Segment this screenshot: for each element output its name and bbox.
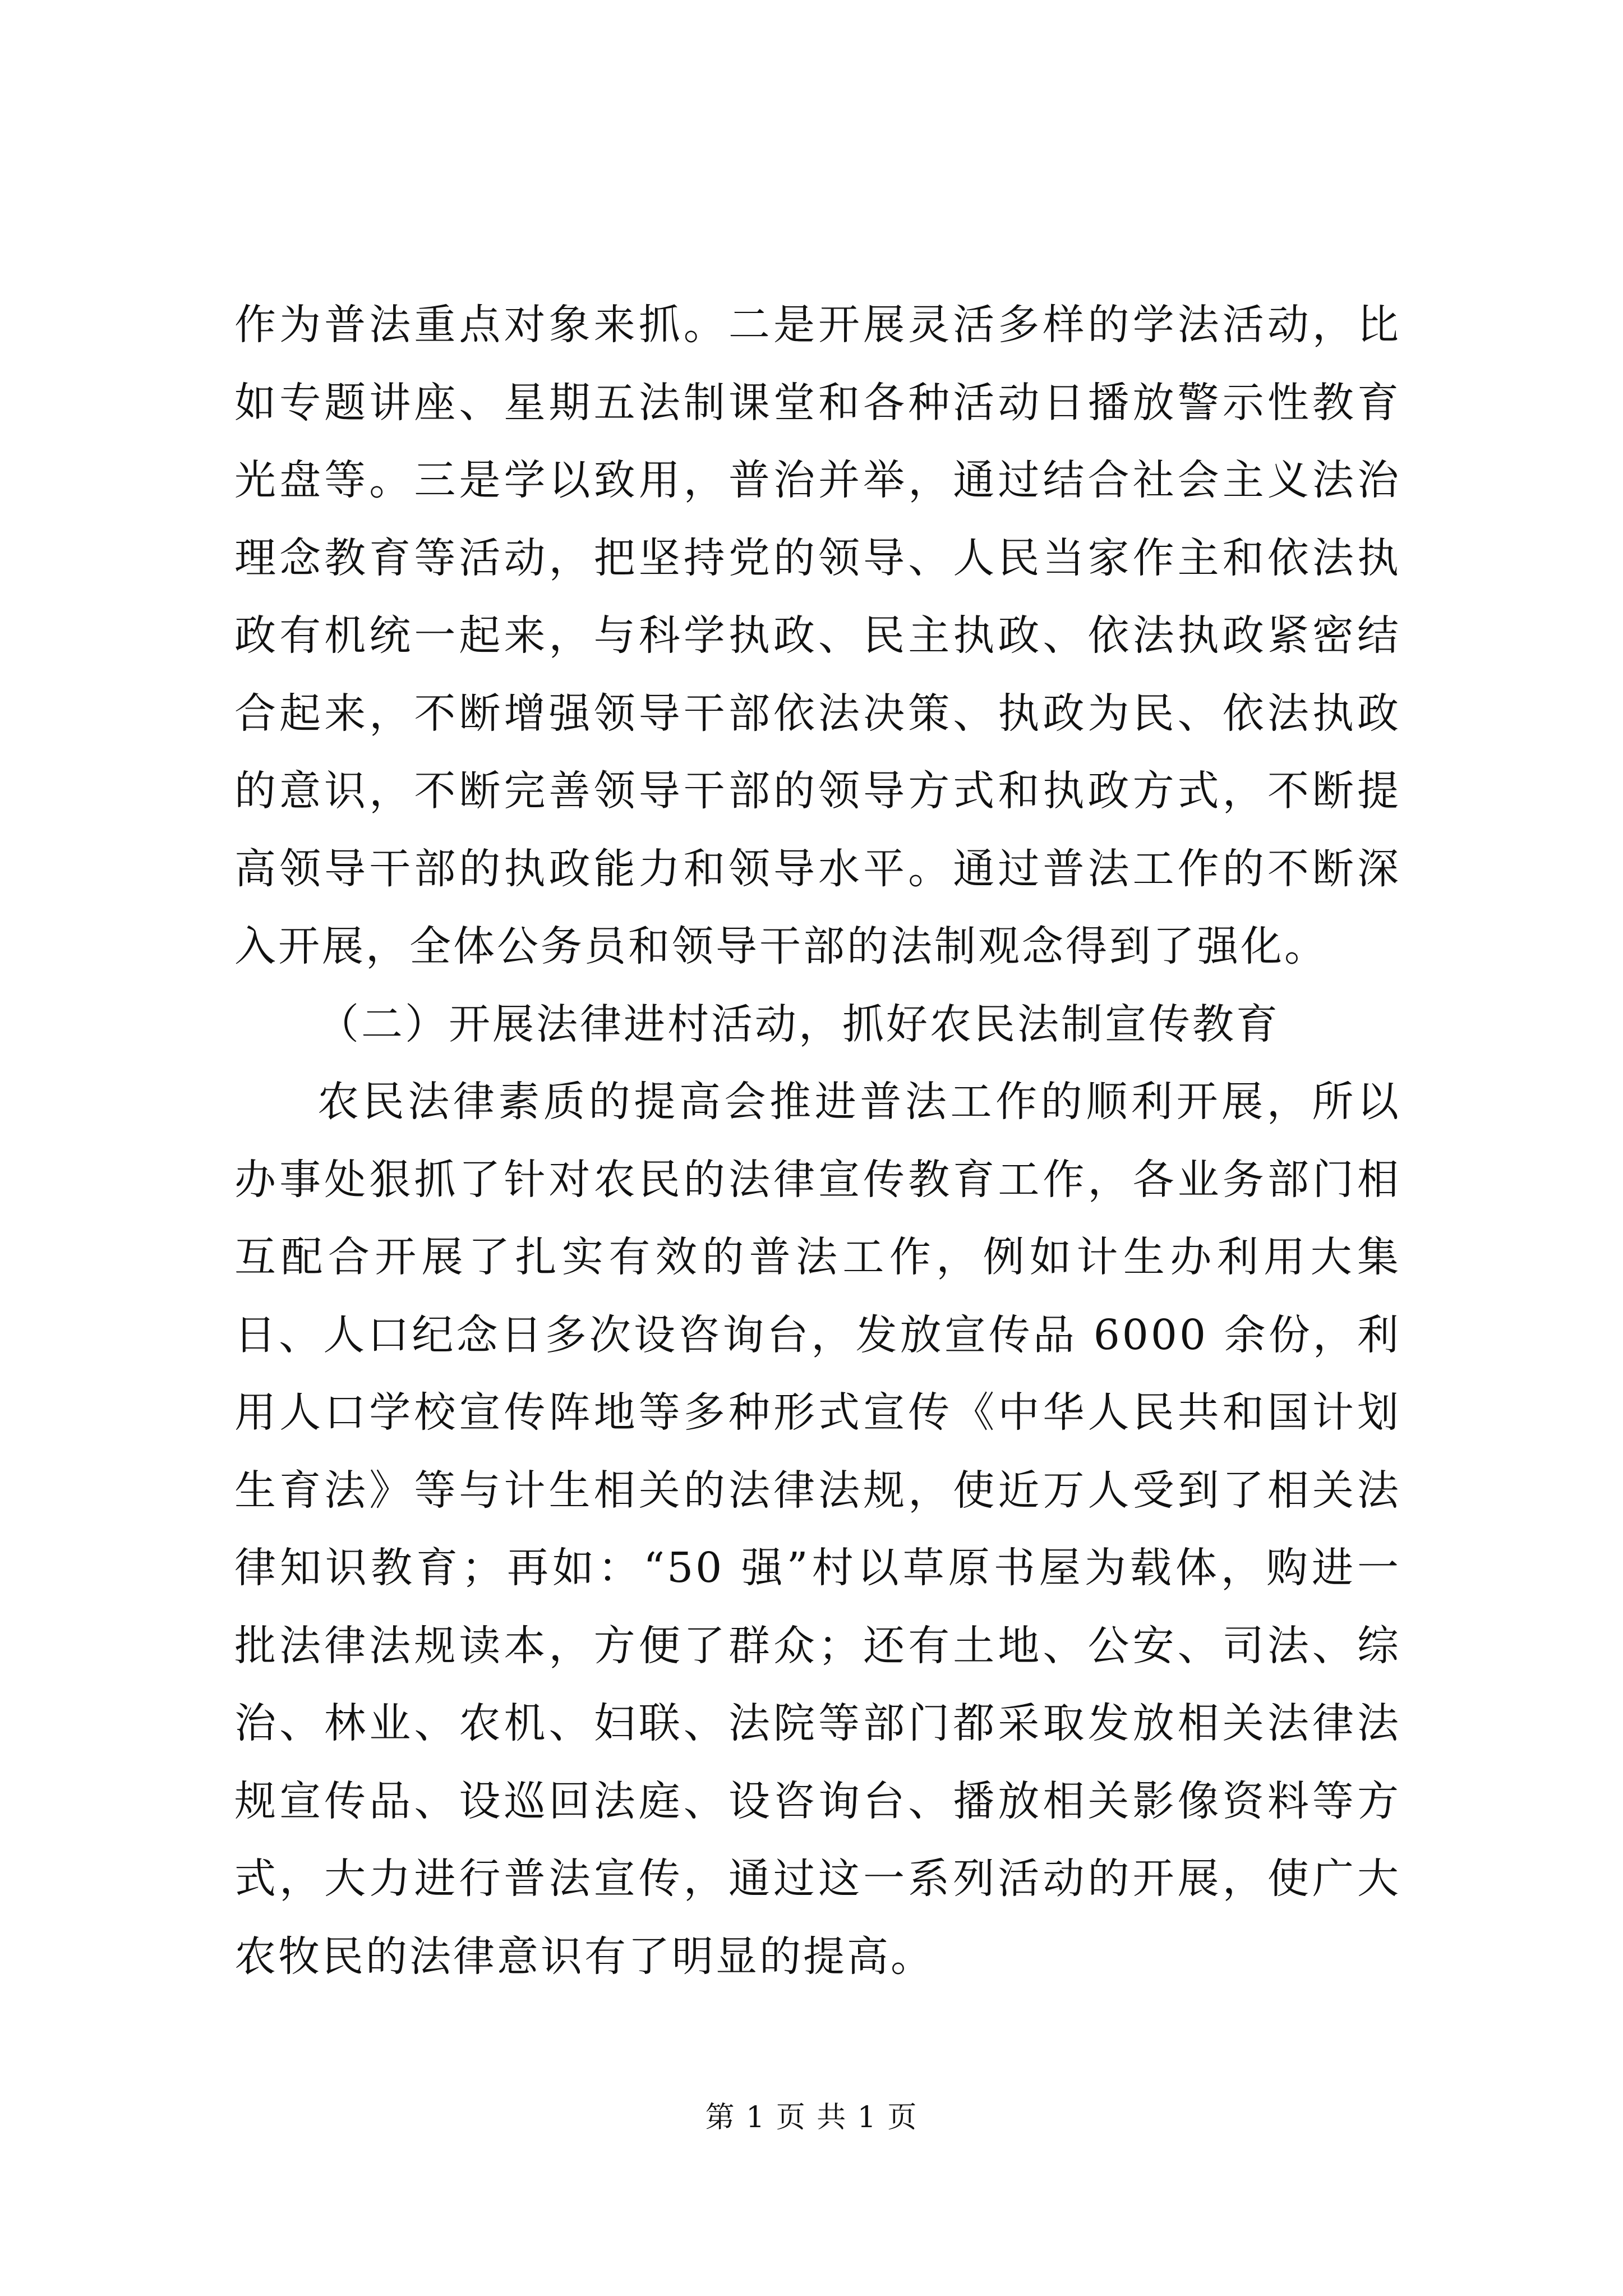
document-body xyxy=(234,286,1401,1995)
section-heading-2: （二）开展法律进村活动，抓好农民法制宣传教育 xyxy=(317,1000,1280,1048)
body-paragraph-2: 农民法律素质的提高会推进普法工作的顺利开展，所以办事处狠抓了针对农民的法律宣传教育工作，各业务部门相互配合开展了扎实有效的普法工作，例如计生办利用大集日、人口纪念日多次设咨询台，发放宣传品 6000 余份，利用人口学校宣传阵地等多种形式宣传《中华人民共和国计划生育法》等与计生相关的法律法规，使近万人受到了相关法律知识教育；再如：“50 强”村以草原书屋为载体，购进一批法律法规读本，方便了群众；还有土地、公安、司法、综治、林业、农机、妇联、法院等部门都采取发放相关法律法规宣传品、设巡回法庭、设咨询台、播放相关影像资料等方式，大力进行普法宣传，通过这一系列活动的开展，使广大农牧民的法律意识有了明显的提高。 xyxy=(234,1078,1401,1981)
body-paragraph-1: 作为普法重点对象来抓。二是开展灵活多样的学法活动，比如专题讲座、星期五法制课堂和各种活动日播放警示性教育光盘等。三是学以致用，普治并举，通过结合社会主义法治理念教育等活动，把坚持党的领导、人民当家作主和依法执政有机统一起来，与科学执政、民主执政、依法执政紧密结合起来，不断增强领导干部依法决策、执政为民、依法执政的意识，不断完善领导干部的领导方式和执政方式，不断提高领导干部的执政能力和领导水平。通过普法工作的不断深入开展，全体公务员和领导干部的法制观念得到了强化。 xyxy=(234,301,1401,970)
page-footer: 第 1 页 共 1 页 xyxy=(705,2101,918,2134)
